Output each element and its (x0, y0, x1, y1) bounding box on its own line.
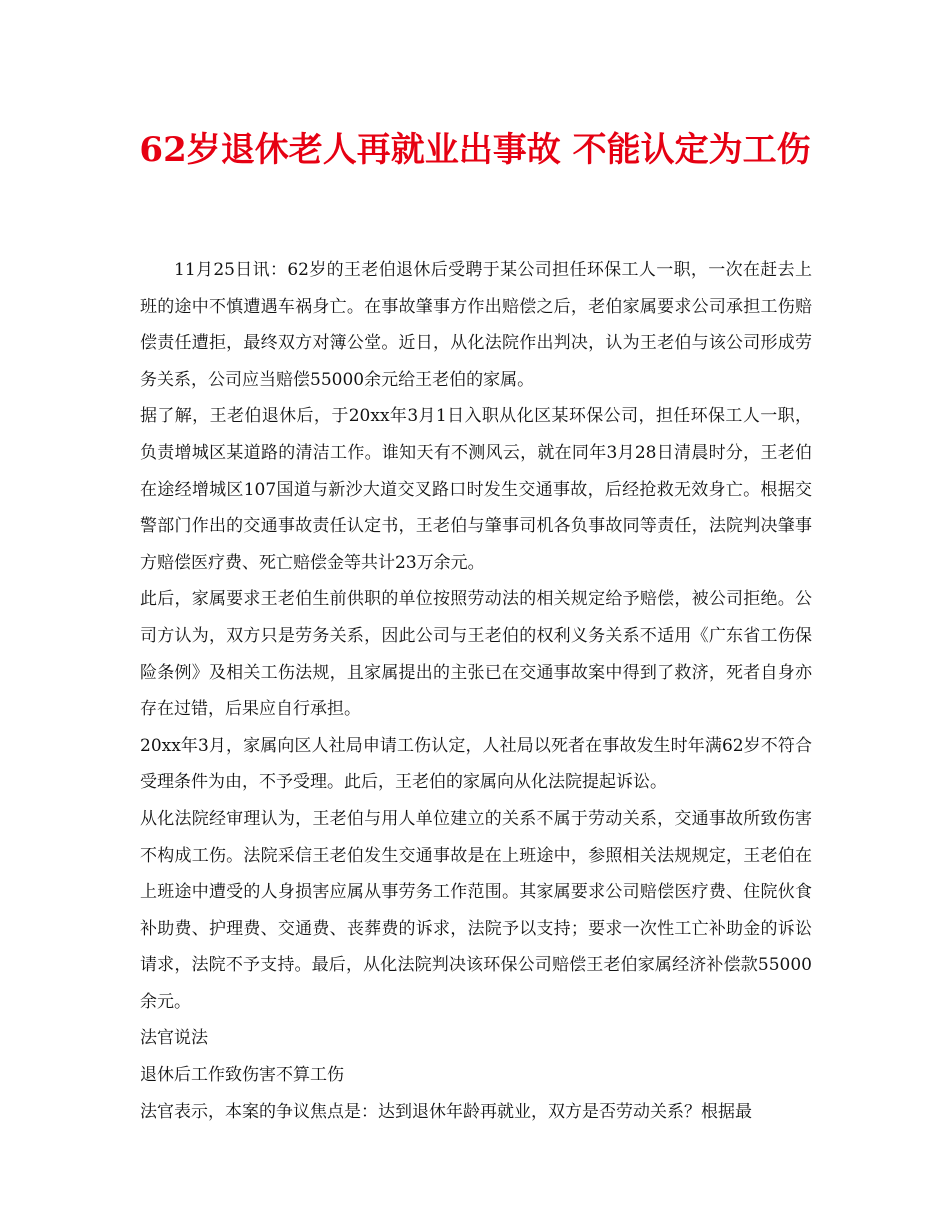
document-title: 62岁退休老人再就业出事故 不能认定为工伤 (139, 130, 811, 170)
paragraph-application: 20xx年3月，家属向区人社局申请工伤认定，人社局以死者在事故发生时年满62岁不符合受理条件为由，不予受理。此后，王老伯的家属向从化法院提起诉讼。 (140, 735, 812, 793)
section-heading-judge: 法官说法 (140, 1028, 208, 1049)
paragraph-judge-opinion: 法官表示，本案的争议焦点是：达到退休年龄再就业，双方是否劳动关系？根据最 (140, 1101, 752, 1122)
paragraph-dispute: 此后，家属要求王老伯生前供职的单位按照劳动法的相关规定给予赔偿，被公司拒绝。公司方认为，双方只是劳务关系，因此公司与王老伯的权利义务关系不适用《广东省工伤保险条例》及相关工伤法规，且家属提出的主张已在交通事故案中得到了救济，死者自身亦存在过错，后果应自行承担。 (140, 589, 812, 720)
section-subheading: 退休后工作致伤害不算工伤 (140, 1065, 344, 1086)
paragraph-ruling: 从化法院经审理认为，王老伯与用人单位建立的关系不属于劳动关系，交通事故所致伤害不构成工伤。法院采信王老伯发生交通事故是在上班途中，参照相关法规规定，王老伯在上班途中遭受的人身损害应属从事劳务工作范围。其家属要求公司赔偿医疗费、住院伙食补助费、护理费、交通费、丧葬费的诉求，法院予以支持；要求一次性工亡补助金的诉讼请求，法院不予支持。最后，从化法院判决该环保公司赔偿王老伯家属经济补偿款55000余元。 (140, 808, 812, 1012)
paragraph-background: 据了解，王老伯退休后，于20xx年3月1日入职从化区某环保公司，担任环保工人一职，负责增城区某道路的清洁工作。谁知天有不测风云，就在同年3月28日清晨时分，王老伯在途经增城区107国道与新沙大道交叉路口时发生交通事故，后经抢救无效身亡。根据交警部门作出的交通事故责任认定书，王老伯与肇事司机各负事故同等责任，法院判决肇事方赔偿医疗费、死亡赔偿金等共计23万余元。 (140, 406, 812, 573)
document-body (140, 252, 812, 1130)
paragraph-intro: 11月25日讯：62岁的王老伯退休后受聘于某公司担任环保工人一职，一次在赶去上班的途中不慎遭遇车祸身亡。在事故肇事方作出赔偿之后，老伯家属要求公司承担工伤赔偿责任遭拒，最终双方对簿公堂。近日，从化法院作出判决，认为王老伯与该公司形成劳务关系，公司应当赔偿55000余元给王老伯的家属。 (140, 260, 812, 390)
